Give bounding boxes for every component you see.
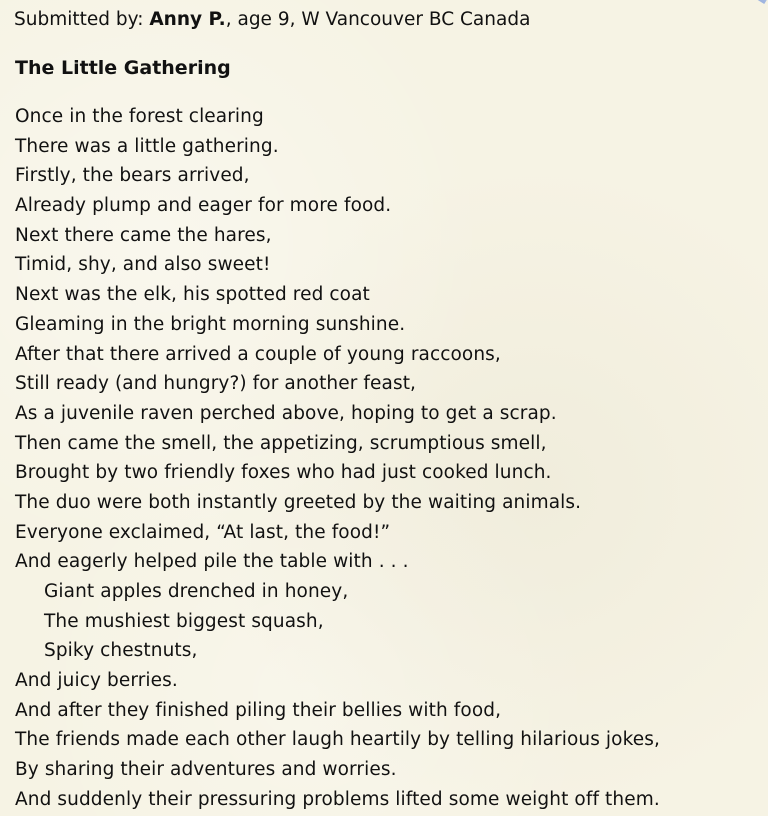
page-corner-fold — [722, 0, 768, 30]
poem-line: Gleaming in the bright morning sunshine. — [15, 313, 406, 335]
poem-line: As a juvenile raven perched above, hoping to get a scrap. — [15, 402, 557, 424]
author-name: Anny P. — [149, 9, 226, 30]
poem-line: Next there came the hares, — [15, 224, 272, 246]
poem-line: Next was the elk, his spotted red coat — [15, 284, 370, 306]
poem-line: The friends made each other laugh heartily by telling hilarious jokes, — [15, 729, 660, 751]
poem-line: And eagerly helped pile the table with . . . — [15, 551, 409, 573]
poem-line: Still ready (and hungry?) for another feast, — [15, 373, 417, 395]
poem-line: Already plump and eager for more food. — [15, 195, 392, 217]
poem-line: Spiky chestnuts, — [44, 640, 198, 662]
poem-line: And after they finished piling their bellies with food, — [15, 699, 502, 721]
submission-byline — [14, 8, 530, 32]
poem-line: There was a little gathering. — [15, 135, 279, 157]
poem-line: And juicy berries. — [15, 670, 178, 692]
poem-line: Giant apples drenched in honey, — [44, 581, 349, 602]
poem-line: Everyone exclaimed, “At last, the food!” — [15, 521, 391, 543]
author-details: , age 9, W Vancouver BC Canada — [225, 9, 531, 30]
poem-line: Brought by two friendly foxes who had just cooked lunch. — [15, 462, 552, 484]
poem-line: The duo were both instantly greeted by the waiting animals. — [15, 491, 582, 513]
poem-line: Once in the forest clearing — [15, 106, 264, 127]
poem-line: And suddenly their pressuring problems lifted some weight off them. — [15, 788, 660, 810]
poem-line: Timid, shy, and also sweet! — [15, 254, 271, 276]
poem-line: By sharing their adventures and worries. — [15, 759, 397, 781]
poem-line: The mushiest biggest squash, — [44, 610, 324, 632]
poem-title: The Little Gathering — [15, 57, 231, 79]
poem-body — [15, 102, 660, 815]
poem-line: After that there arrived a couple of young raccoons, — [15, 343, 501, 365]
poem-line: Firstly, the bears arrived, — [15, 165, 250, 187]
submitted-by-label: Submitted by: — [14, 9, 150, 30]
poem-line: Then came the smell, the appetizing, scrumptious smell, — [15, 432, 547, 454]
